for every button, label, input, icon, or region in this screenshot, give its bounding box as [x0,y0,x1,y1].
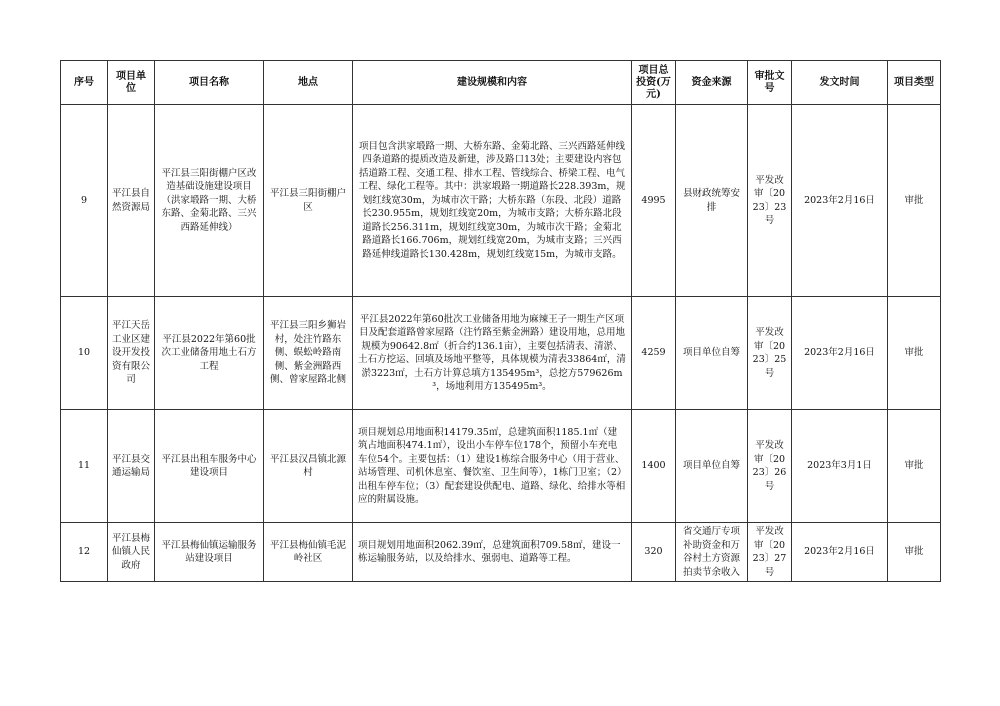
table-row [61,410,941,523]
cell-no: 12 [61,523,108,582]
cell-unit: 平江县交通运输局 [108,410,155,523]
cell-scope: 项目规划用地面积2062.39㎡，总建筑面积709.58㎡，建设一栋运输服务站，以及给排水、强弱电、道路等工程。 [353,523,632,582]
cell-invest: 1400 [632,410,676,523]
cell-date: 2023年3月1日 [792,410,888,523]
cell-approval: 平发改审〔2023〕25号 [748,297,792,410]
cell-invest: 4259 [632,297,676,410]
cell-fund: 项目单位自筹 [676,410,748,523]
cell-location: 平江县三阳街棚户区 [264,105,353,297]
cell-no: 10 [61,297,108,410]
header-name: 项目名称 [155,61,264,105]
header-approval: 审批文号 [748,61,792,105]
cell-approval: 平发改审〔2023〕27号 [748,523,792,582]
header-fund: 资金来源 [676,61,748,105]
header-unit: 项目单位 [108,61,155,105]
table-row [61,523,941,582]
cell-scope: 项目包含洪家塅路一期、大桥东路、金菊北路、三兴西路延伸线四条道路的提质改造及新建，涉及路口13处；主要建设内容包括道路工程、交通工程、排水工程、管线综合、桥梁工程、电气工程、绿化工程等。其中：洪家塅路一期道路长228.393m，规划红线宽30m，为城市次干路；大桥东路（东段、北段）道路长230.955m，规划红线宽20m，为城市支路；大桥东路北段道路长256.311m，规划红线宽30m，为城市次干路；金菊北路道路长166.706m，规划红线宽20m，为城市支路；三兴西路延伸线道路长130.428m，规划红线宽15m，为城市支路。 [353,105,632,297]
header-date: 发文时间 [792,61,888,105]
cell-type: 审批 [888,410,941,523]
cell-location: 平江县梅仙镇毛泥岭社区 [264,523,353,582]
cell-name: 平江县2022年第60批次工业储备用地土石方工程 [155,297,264,410]
cell-unit: 平江县自然资源局 [108,105,155,297]
header-location: 地点 [264,61,353,105]
table-row [61,105,941,297]
cell-fund: 项目单位自筹 [676,297,748,410]
header-type: 项目类型 [888,61,941,105]
cell-location: 平江县汉昌镇北源村 [264,410,353,523]
cell-invest: 4995 [632,105,676,297]
cell-approval: 平发改审〔2023〕23号 [748,105,792,297]
cell-no: 11 [61,410,108,523]
cell-fund: 省交通厅专项补助资金和万谷村土方资源拍卖节余收入 [676,523,748,582]
cell-no: 9 [61,105,108,297]
cell-date: 2023年2月16日 [792,297,888,410]
cell-unit: 平江县梅仙镇人民政府 [108,523,155,582]
header-invest: 项目总投资(万元) [632,61,676,105]
cell-fund: 县财政统筹安排 [676,105,748,297]
cell-location: 平江县三阳乡狮岩村，处注竹路东侧、蜈蚣岭路南侧、紫金洲路西侧、曾家屋路北侧 [264,297,353,410]
cell-date: 2023年2月16日 [792,105,888,297]
cell-approval: 平发改审〔2023〕26号 [748,410,792,523]
cell-date: 2023年2月16日 [792,523,888,582]
cell-unit: 平江天岳工业区建设开发投资有限公司 [108,297,155,410]
cell-type: 审批 [888,105,941,297]
cell-type: 审批 [888,297,941,410]
header-scope: 建设规模和内容 [353,61,632,105]
cell-type: 审批 [888,523,941,582]
table-row [61,297,941,410]
cell-invest: 320 [632,523,676,582]
cell-name: 平江县三阳街棚户区改造基础设施建设项目（洪家塅路一期、大桥东路、金菊北路、三兴西路延伸线） [155,105,264,297]
header-no: 序号 [61,61,108,105]
cell-name: 平江县出租车服务中心建设项目 [155,410,264,523]
cell-name: 平江县梅仙镇运输服务站建设项目 [155,523,264,582]
cell-scope: 项目规划总用地面积14179.35㎡，总建筑面积1185.1㎡（建筑占地面积474.1㎡），设出小车停车位178个，预留小车充电车位54个。主要包括：（1）建设1栋综合服务中心（用于营业、站场管理、司机休息室、餐饮室、卫生间等），1栋门卫室；（2）出租车停车位；（3）配套建设供配电、道路、绿化、给排水等相应的附属设施。 [353,410,632,523]
table-header-row [61,61,941,105]
project-approval-table [60,60,941,582]
cell-scope: 平江县2022年第60批次工业储备用地为麻辣王子一期生产区项目及配套道路曾家屋路（注竹路至紫金洲路）建设用地，总用地规模为90642.8㎡（折合约136.1亩），主要包括清表、清淤、土石方挖运、回填及场地平整等，具体规模为清表33864㎡，清淤3223㎡，土石方计算总填方135495m³，总挖方579626m³，场地利用方135495m³。 [353,297,632,410]
